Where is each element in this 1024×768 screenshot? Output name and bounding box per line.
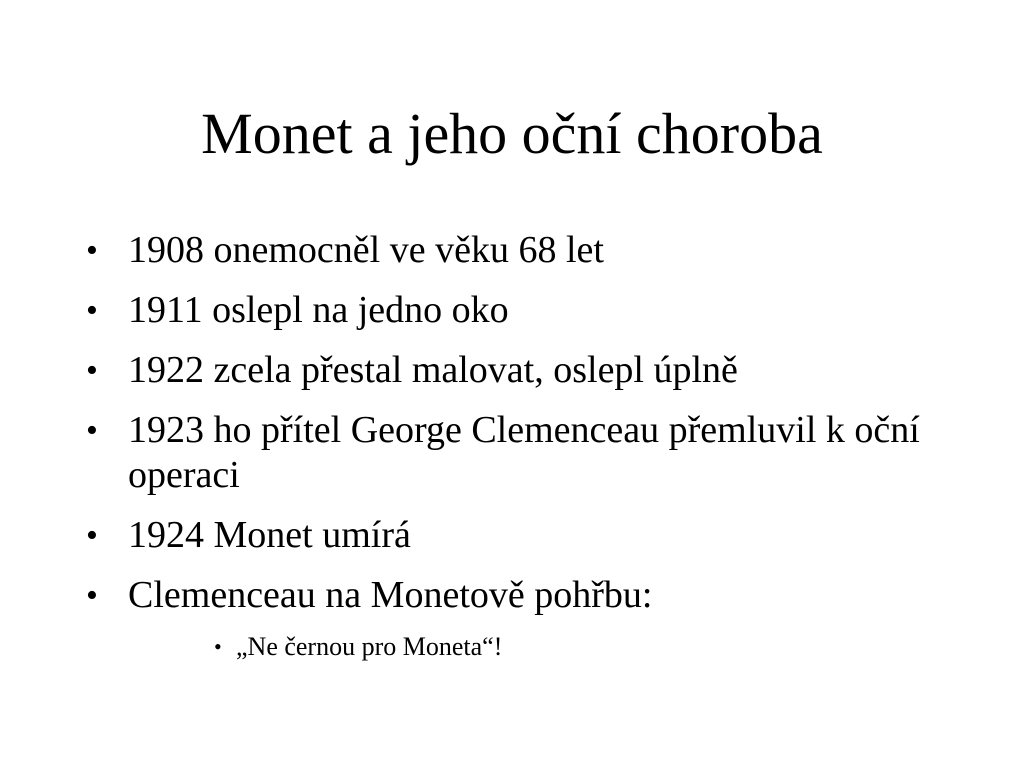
bullet-text: 1911 oslepl na jedno oko <box>128 289 509 331</box>
bullet-text: Clemenceau na Monetově pohřbu: <box>128 574 653 616</box>
bullet-icon: • <box>86 352 98 389</box>
bullet-icon: • <box>86 577 98 614</box>
bullet-list <box>80 228 960 633</box>
bullet-item <box>80 288 960 333</box>
bullet-item <box>80 348 960 393</box>
bullet-text: 1908 onemocněl ve věku 68 let <box>128 229 604 271</box>
slide-title: Monet a jeho oční choroba <box>201 101 823 166</box>
bullet-item <box>80 408 960 498</box>
bullet-item <box>80 573 960 618</box>
sub-bullet-list <box>80 632 960 664</box>
bullet-item <box>80 513 960 558</box>
bullet-icon: • <box>86 232 98 269</box>
sub-bullet-icon: • <box>214 634 222 659</box>
bullet-text: 1922 zcela přestal malovat, oslepl úplně <box>128 349 738 391</box>
sub-bullet-item <box>214 630 960 664</box>
bullet-icon: • <box>86 292 98 329</box>
bullet-item <box>80 228 960 273</box>
sub-bullet-text: „Ne černou pro Moneta“! <box>236 632 503 661</box>
bullet-icon: • <box>86 517 98 554</box>
bullet-text: 1924 Monet umírá <box>128 514 411 556</box>
bullet-text: 1923 ho přítel George Clemenceau přemluvil k oční operaci <box>128 409 920 496</box>
bullet-icon: • <box>86 412 98 449</box>
